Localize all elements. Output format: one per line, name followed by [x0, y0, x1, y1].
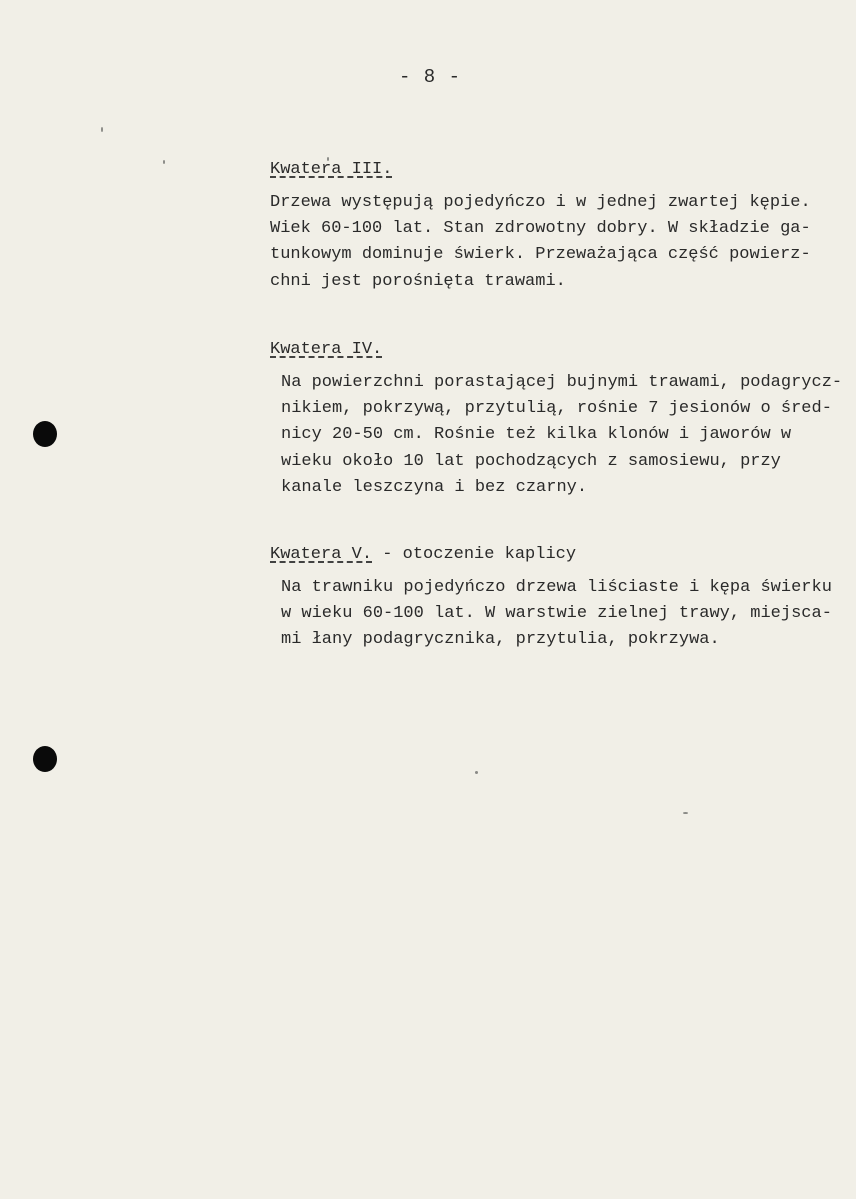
- paper-speck: [163, 160, 165, 164]
- punch-hole-top: [33, 421, 57, 447]
- section-heading-text: Kwatera III.: [270, 160, 393, 179]
- section-kwatera-iv: [270, 336, 845, 501]
- paragraph-line: Drzewa występują pojedyńczo i w jednej zwartej kępie.: [270, 193, 811, 212]
- section-paragraph: [281, 370, 845, 501]
- punch-hole-bottom: [33, 746, 57, 772]
- paragraph-line: mi łany podagrycznika, przytulia, pokrzywa.: [281, 630, 720, 650]
- paragraph-line: nicy 20-50 cm. Rośnie też kilka klonów i jaworów w: [281, 425, 792, 445]
- paragraph-line: nikiem, pokrzywą, przytulią, rośnie 7 jesionów o śred-: [281, 399, 832, 419]
- page-number: - 8 -: [398, 66, 461, 88]
- section-paragraph: [281, 575, 845, 654]
- section-heading: [270, 336, 845, 364]
- section-kwatera-iii: [270, 156, 845, 295]
- paper-speck: [475, 771, 478, 774]
- paper-speck: [101, 127, 103, 132]
- paper-speck: [683, 812, 688, 814]
- section-paragraph: [270, 190, 845, 295]
- section-kwatera-v: [270, 541, 845, 654]
- section-heading-rest: - otoczenie kaplicy: [372, 545, 577, 564]
- paragraph-line: wieku około 10 lat pochodzących z samosiewu, przy: [281, 451, 781, 471]
- section-heading-underlined: Kwatera V.: [270, 545, 373, 564]
- paragraph-line: Wiek 60-100 lat. Stan zdrowotny dobry. W składzie ga-: [270, 219, 811, 239]
- paragraph-line: tunkowym dominuje świerk. Przeważająca część powierz-: [270, 245, 811, 265]
- section-heading: [270, 541, 845, 569]
- section-heading-text: Kwatera IV.: [270, 340, 383, 359]
- paragraph-line: w wieku 60-100 lat. W warstwie zielnej trawy, miejsca-: [281, 604, 832, 624]
- paragraph-line: Na trawniku pojedyńczo drzewa liściaste i kępa świerku: [281, 578, 832, 597]
- paragraph-line: Na powierzchni porastającej bujnymi trawami, podagrycz-: [281, 373, 843, 392]
- section-heading: [270, 156, 845, 184]
- paragraph-line: kanale leszczyna i bez czarny.: [281, 477, 588, 497]
- paragraph-line: chni jest porośnięta trawami.: [270, 271, 566, 291]
